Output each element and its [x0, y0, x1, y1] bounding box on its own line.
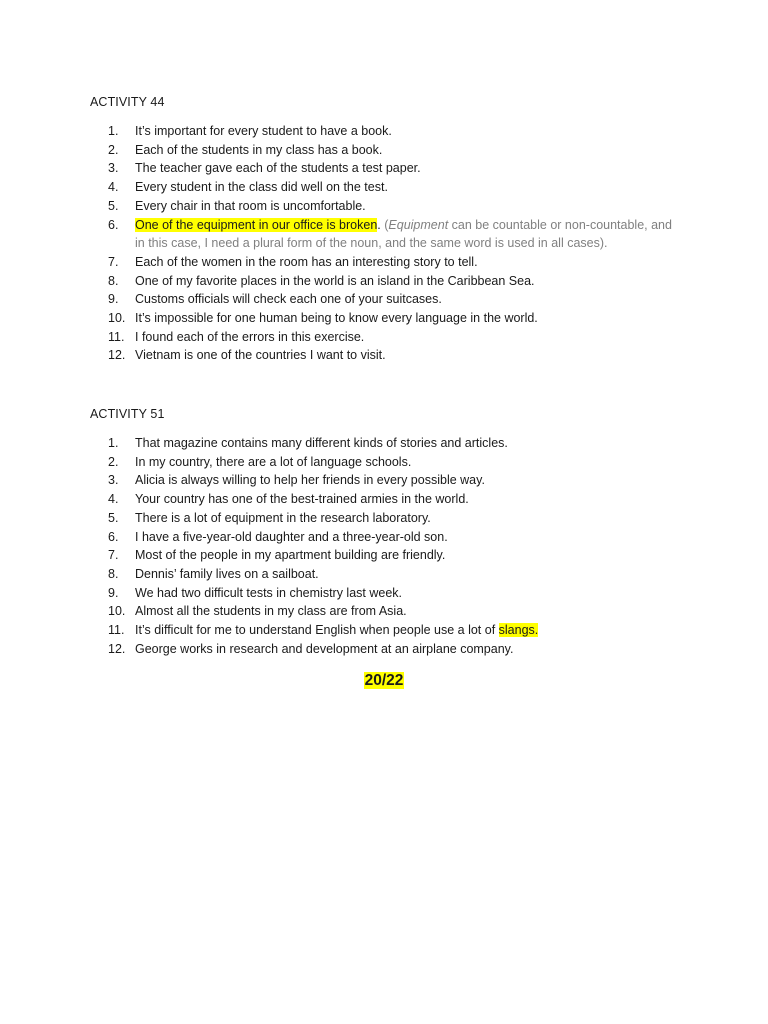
list-item [90, 453, 690, 472]
item-number: 6. [108, 529, 119, 544]
item-number: 12. [108, 641, 126, 656]
item-text: I have a five-year-old daughter and a three-year-old son. [135, 529, 448, 544]
item-text: Each of the women in the room has an interesting story to tell. [135, 254, 478, 269]
list-item [90, 141, 690, 160]
item-number: 11. [108, 329, 125, 344]
item-text: One of my favorite places in the world is an island in the Caribbean Sea. [135, 273, 535, 288]
item-number: 11. [108, 623, 125, 638]
item-text: I found each of the errors in this exercise. [135, 329, 365, 344]
item-number: 8. [108, 566, 119, 581]
item-number: 5. [108, 510, 119, 525]
list-item [90, 509, 690, 528]
highlighted-text: slangs. [498, 623, 539, 638]
item-number: 7. [108, 548, 119, 563]
list-item [90, 328, 690, 347]
list-item [90, 216, 680, 253]
item-text: In my country, there are a lot of language schools. [135, 454, 412, 469]
list-item [90, 290, 690, 309]
list-item [90, 122, 690, 141]
list-item [90, 602, 690, 621]
activity-51-heading: ACTIVITY 51 [90, 407, 165, 421]
score-value: 20/22 [364, 672, 404, 689]
item-number: 9. [108, 585, 119, 600]
list-item [90, 309, 690, 328]
item-text: Almost all the students in my class are from Asia. [135, 604, 407, 619]
highlighted-text: One of the equipment in our office is broken [135, 217, 378, 232]
list-item [90, 621, 690, 640]
list-item [90, 434, 690, 453]
item-text: Dennis’ family lives on a sailboat. [135, 566, 319, 581]
note-open: ( [384, 217, 389, 232]
item-text: The teacher gave each of the students a test paper. [135, 161, 421, 176]
item-text: Every student in the class did well on the test. [135, 180, 388, 195]
item-number: 9. [108, 292, 119, 307]
list-item [90, 490, 690, 509]
item-number: 5. [108, 198, 119, 213]
item-text: Most of the people in my apartment building are friendly. [135, 548, 446, 563]
item-number: 2. [108, 454, 119, 469]
item-number: 2. [108, 142, 119, 157]
item-number: 6. [108, 217, 119, 232]
list-item [90, 272, 690, 291]
list-item [90, 528, 690, 547]
item-number: 4. [108, 492, 119, 507]
note-emphasis: Equipment [388, 217, 449, 232]
list-item [90, 565, 690, 584]
item-text: That magazine contains many different kinds of stories and articles. [135, 436, 508, 450]
item-number: 1. [108, 124, 119, 138]
item-number: 1. [108, 436, 119, 450]
item-text: It’s impossible for one human being to know every language in the world. [135, 311, 538, 326]
item-number: 12. [108, 348, 126, 363]
item-text: There is a lot of equipment in the research laboratory. [135, 510, 431, 525]
list-item [90, 178, 690, 197]
list-item [90, 546, 690, 565]
item-number: 10. [108, 604, 126, 619]
activity-44-list [90, 122, 690, 365]
item-number: 3. [108, 473, 119, 488]
item-text: It’s important for every student to have a book. [135, 124, 392, 138]
item-number: 4. [108, 180, 119, 195]
item-number: 8. [108, 273, 119, 288]
note-text: can be countable or non-countable, and in this case, I need a plural form of the noun, and the same word is used in all cases). [135, 217, 672, 251]
item-text: Vietnam is one of the countries I want to visit. [135, 348, 386, 363]
score [0, 671, 768, 691]
item-number: 10. [108, 311, 126, 326]
item-text: Alicia is always willing to help her friends in every possible way. [135, 473, 485, 488]
item-text: Each of the students in my class has a book. [135, 142, 383, 157]
activity-51-list [90, 434, 690, 658]
item-text: It’s difficult for me to understand English when people use a lot of [135, 623, 499, 638]
list-item [90, 471, 690, 490]
item-text: Customs officials will check each one of your suitcases. [135, 292, 442, 307]
activity-51-section [90, 406, 690, 658]
list-item [90, 346, 690, 365]
item-text: George works in research and development at an airplane company. [135, 641, 514, 656]
list-item [90, 253, 690, 272]
item-text: . [377, 217, 385, 232]
activity-44-heading: ACTIVITY 44 [90, 95, 165, 109]
activity-44-section [90, 94, 690, 365]
list-item [90, 584, 690, 603]
list-item [90, 197, 690, 216]
item-text: Every chair in that room is uncomfortable. [135, 198, 366, 213]
list-item [90, 159, 690, 178]
item-text: Your country has one of the best-trained armies in the world. [135, 492, 469, 507]
item-number: 3. [108, 161, 119, 176]
list-item [90, 640, 690, 659]
item-text: We had two difficult tests in chemistry last week. [135, 585, 403, 600]
item-number: 7. [108, 254, 119, 269]
